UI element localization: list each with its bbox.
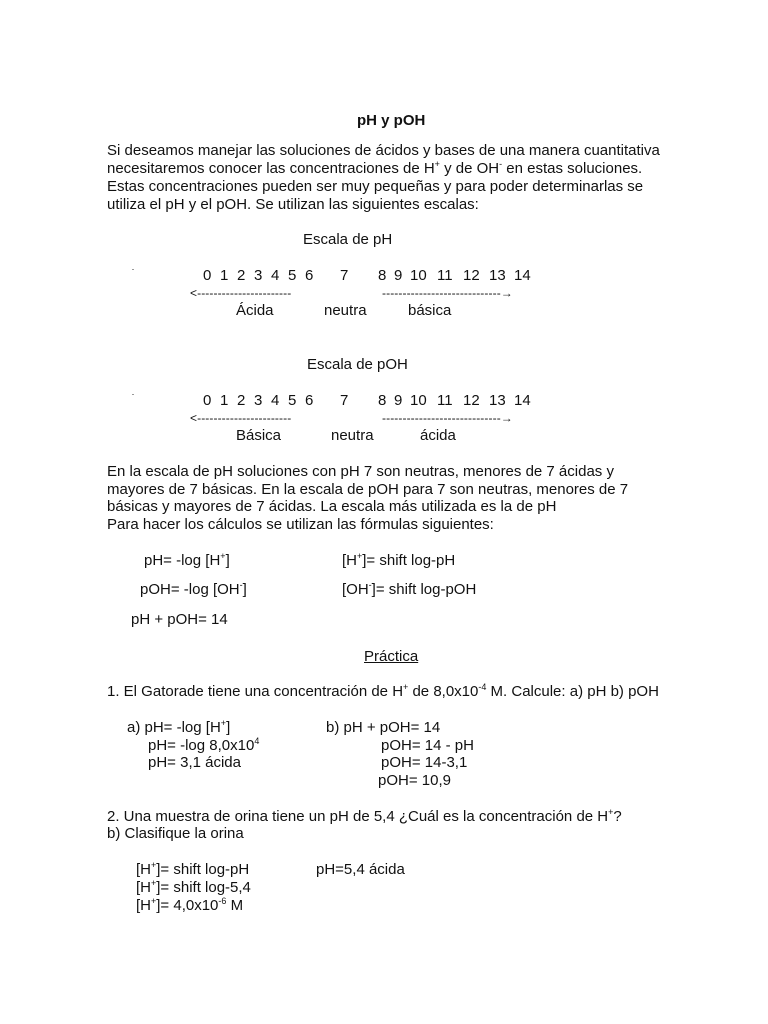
intro-line-4: utiliza el pH y el pOH. Se utilizan las siguientes escalas: <box>107 196 479 213</box>
solution-text: [H <box>136 897 151 914</box>
ph-label-basic: básica <box>408 302 452 319</box>
poh-left-arrow: <----------------------- <box>190 411 292 425</box>
intro-text: y de OH <box>439 160 500 177</box>
decorative-dot <box>132 269 134 270</box>
scale-number: 13 <box>489 267 506 284</box>
scale-number: 8 <box>378 267 387 284</box>
superscript: + <box>220 551 226 561</box>
decorative-dot <box>132 394 134 395</box>
superscript: + <box>434 159 440 169</box>
problem1-a-line-1 <box>127 719 230 736</box>
formula-sum: pH + pOH= 14 <box>131 611 228 628</box>
poh-scale-title: Escala de pOH <box>307 356 408 373</box>
scale-number: 4 <box>271 267 280 284</box>
superscript: 4 <box>254 736 260 746</box>
problem1-a-line-2 <box>148 737 259 754</box>
solution-text: [H <box>136 879 151 896</box>
scale-number: 8 <box>378 392 387 409</box>
problem-text: 1. El Gatorade tiene una concentración de H <box>107 683 404 700</box>
scale-number: 3 <box>254 392 263 409</box>
intro-line-3: Estas concentraciones pueden ser muy pequeñas y para poder determinarlas se <box>107 178 644 195</box>
explanation-line-3: básicas y mayores de 7 ácidas. La escala más utilizada es la de pH <box>107 498 557 515</box>
superscript: - <box>239 580 243 590</box>
superscript: + <box>151 878 157 888</box>
solution-text: ] <box>226 719 231 736</box>
scale-number: 5 <box>288 267 297 284</box>
explanation-line-1: En la escala de pH soluciones con pH 7 son neutras, menores de 7 ácidas y <box>107 463 614 480</box>
scale-number: 6 <box>305 392 314 409</box>
formula-text: ] <box>225 552 230 569</box>
ph-left-arrow: <----------------------- <box>190 286 292 300</box>
problem2-step-1 <box>136 861 249 878</box>
poh-right-arrow: -----------------------------→ <box>382 411 513 425</box>
formula-text: ]= shift log-pH <box>362 552 456 569</box>
scale-number: 14 <box>514 267 531 284</box>
scale-number: 13 <box>489 392 506 409</box>
intro-line-1: Si deseamos manejar las soluciones de ácidos y bases de una manera cuantitativa <box>107 142 660 159</box>
scale-number: 1 <box>220 392 229 409</box>
solution-text: [H <box>136 861 151 878</box>
solution-text: pH= -log 8,0x10 <box>148 737 255 754</box>
scale-number: 3 <box>254 267 263 284</box>
problem2-statement-b: b) Clasifique la orina <box>107 825 244 842</box>
intro-text: necesitaremos conocer las concentraciones de H <box>107 160 435 177</box>
ph-right-arrow: -----------------------------→ <box>382 286 513 300</box>
superscript: + <box>403 682 409 692</box>
superscript: - <box>499 159 503 169</box>
problem-text: de 8,0x10 <box>408 683 479 700</box>
problem2-classification: pH=5,4 ácida <box>316 861 405 878</box>
ph-scale-number-middle: 7 <box>340 267 349 284</box>
problem2-step-2 <box>136 879 251 896</box>
poh-label-basic: Básica <box>236 427 282 444</box>
formula-text: pH= -log [H <box>144 552 221 569</box>
formula-text: [OH <box>342 581 369 598</box>
formula-poh <box>140 581 247 598</box>
scale-number: 14 <box>514 392 531 409</box>
scale-number: 2 <box>237 392 246 409</box>
problem1-b-line-1: b) pH + pOH= 14 <box>326 719 441 736</box>
scale-number: 12 <box>463 267 480 284</box>
superscript: + <box>220 718 227 728</box>
scale-number: 11 <box>437 392 453 409</box>
ph-label-acid: Ácida <box>236 302 274 319</box>
practice-heading: Práctica <box>364 648 419 665</box>
explanation-line-2: mayores de 7 básicas. En la escala de pOH para 7 son neutras, menores de 7 <box>107 481 629 498</box>
superscript: + <box>357 551 363 561</box>
scale-number: 2 <box>237 267 246 284</box>
formula-h-conc <box>342 552 455 569</box>
formula-text: ]= shift log-pOH <box>371 581 477 598</box>
ph-scale-numbers-right <box>378 267 531 284</box>
scale-number: 4 <box>271 392 280 409</box>
scale-number: 9 <box>394 392 403 409</box>
ph-scale-numbers-left <box>203 267 313 284</box>
superscript: -4 <box>478 682 487 692</box>
poh-label-acid: ácida <box>420 427 456 444</box>
scale-number: 6 <box>305 267 314 284</box>
problem1-a-line-3: pH= 3,1 ácida <box>148 754 241 771</box>
superscript: + <box>608 807 614 817</box>
intro-line-2 <box>107 160 642 177</box>
solution-text: a) pH= -log [H <box>127 719 221 736</box>
formula-text: [H <box>342 552 357 569</box>
formula-text: pOH= -log [OH <box>140 581 240 598</box>
scale-number: 0 <box>203 392 212 409</box>
scale-number: 10 <box>410 267 427 284</box>
ph-scale-title: Escala de pH <box>303 231 393 248</box>
formula-ph <box>144 552 230 569</box>
superscript: + <box>151 896 157 906</box>
solution-text: M <box>226 897 244 914</box>
problem2-step-3 <box>136 897 243 914</box>
superscript: - <box>368 580 372 590</box>
poh-scale-numbers-right <box>378 392 531 409</box>
explanation-line-4: Para hacer los cálculos se utilizan las fórmulas siguientes: <box>107 516 494 533</box>
intro-text: en estas soluciones. <box>502 160 643 177</box>
superscript: -6 <box>218 896 227 906</box>
problem1-b-line-4: pOH= 10,9 <box>378 772 451 789</box>
problem-text: M. Calcule: a) pH b) pOH <box>486 683 659 700</box>
scale-number: 5 <box>288 392 297 409</box>
problem-text: 2. Una muestra de orina tiene un pH de 5,4 ¿Cuál es la concentración de H <box>107 808 609 825</box>
scale-number: 0 <box>203 267 212 284</box>
scale-number: 11 <box>437 267 453 284</box>
ph-label-neutral: neutra <box>324 302 367 319</box>
problem1-b-line-2: pOH= 14 - pH <box>381 737 474 754</box>
formula-oh-conc <box>342 581 476 598</box>
scale-number: 1 <box>220 267 229 284</box>
poh-scale-number-middle: 7 <box>340 392 349 409</box>
scale-number: 10 <box>410 392 427 409</box>
scale-number: 9 <box>394 267 403 284</box>
solution-text: ]= 4,0x10 <box>156 897 219 914</box>
superscript: + <box>151 860 157 870</box>
problem1-b-line-3: pOH= 14-3,1 <box>381 754 468 771</box>
poh-scale-numbers-left <box>203 392 313 409</box>
page-title: pH y pOH <box>357 112 426 129</box>
scale-number: 12 <box>463 392 480 409</box>
solution-text: ]= shift log-pH <box>156 861 250 878</box>
problem2-statement <box>107 808 622 825</box>
problem-text: ? <box>613 808 622 825</box>
problem1-statement <box>107 683 659 700</box>
formula-text: ] <box>242 581 247 598</box>
poh-label-neutral: neutra <box>331 427 374 444</box>
solution-text: ]= shift log-5,4 <box>156 879 251 896</box>
